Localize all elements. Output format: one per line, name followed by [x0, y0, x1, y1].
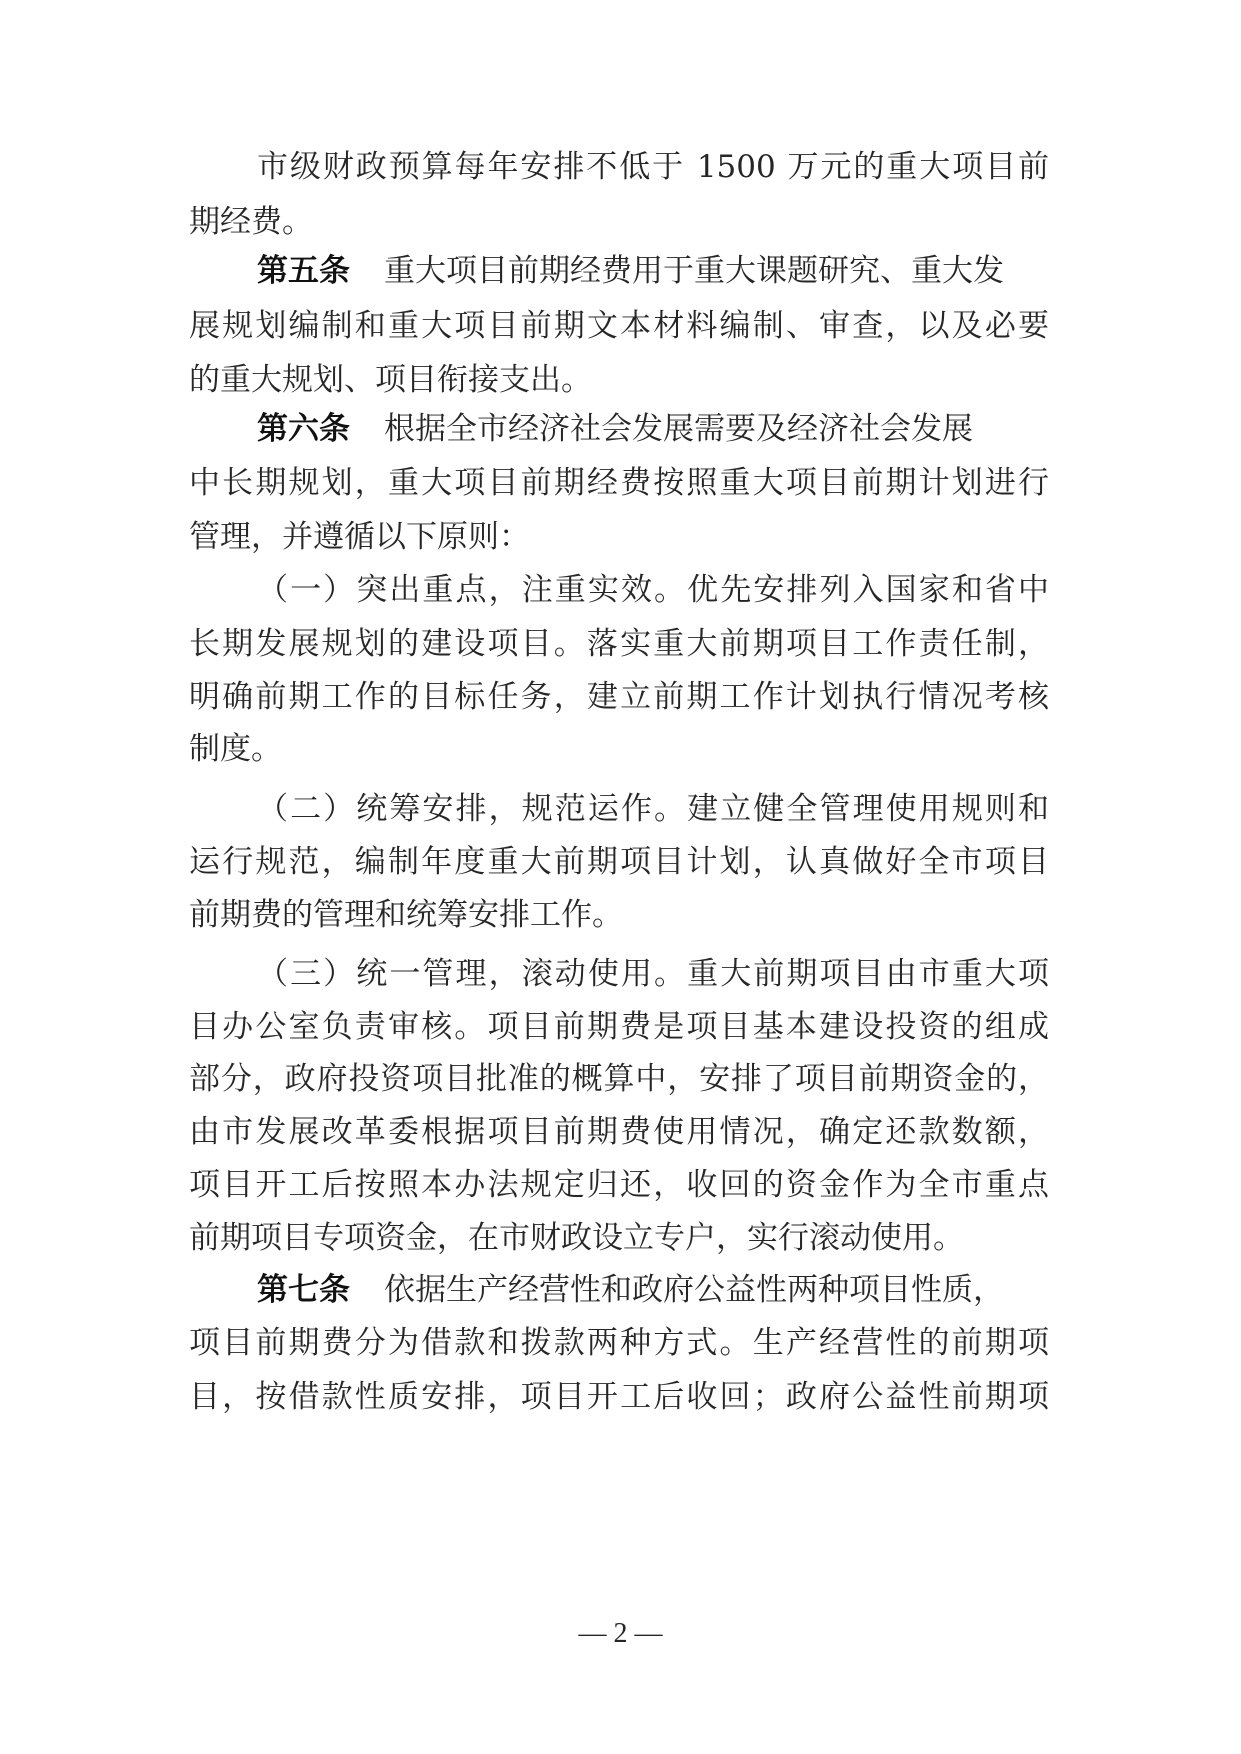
- paragraph-line: 项目开工后按照本办法规定归还，收回的资金作为全市重点: [189, 1167, 1049, 1203]
- article-6-first-line: [257, 399, 1049, 459]
- paragraph-line: 前期项目专项资金，在市财政设立专户，实行滚动使用。: [189, 1220, 964, 1256]
- paragraph-line: （三）统一管理，滚动使用。重大前期项目由市重大项: [257, 956, 1049, 992]
- paragraph-line: （二）统筹安排，规范运作。建立健全管理使用规则和: [257, 791, 1049, 827]
- paragraph-line: 运行规范，编制年度重大前期项目计划，认真做好全市项目: [189, 844, 1049, 880]
- paragraph-line: 目办公室负责审核。项目前期费是项目基本建设投资的组成: [189, 1009, 1049, 1045]
- paragraph-line: 期经费。: [189, 204, 313, 240]
- article-5-first-line: [257, 241, 1049, 301]
- paragraph-line: 市级财政预算每年安排不低于 1500 万元的重大项目前: [257, 149, 1049, 185]
- paragraph-line: 长期发展规划的建设项目。落实重大前期项目工作责任制，: [189, 626, 1049, 662]
- article-7-first-line: [257, 1260, 1049, 1320]
- paragraph-line: 由市发展改革委根据项目前期费使用情况，确定还款数额，: [189, 1114, 1049, 1150]
- article-text: 根据全市经济社会发展需要及经济社会发展: [384, 411, 973, 447]
- paragraph-line: 前期费的管理和统筹安排工作。: [189, 897, 623, 933]
- article-heading: 第五条: [257, 253, 350, 289]
- article-text: 依据生产经营性和政府公益性两种项目性质，: [384, 1272, 1004, 1308]
- paragraph-line: 的重大规划、项目衔接支出。: [189, 362, 592, 398]
- paragraph-line: 管理，并遵循以下原则：: [189, 519, 530, 555]
- paragraph-line: 中长期规划，重大项目前期经费按照重大项目前期计划进行: [189, 465, 1049, 501]
- article-text: 重大项目前期经费用于重大课题研究、重大发: [384, 253, 1004, 289]
- paragraph-line: 目，按借款性质安排，项目开工后收回；政府公益性前期项: [189, 1379, 1049, 1415]
- paragraph-line: 展规划编制和重大项目前期文本材料编制、审查，以及必要: [189, 308, 1049, 344]
- paragraph-line: 明确前期工作的目标任务，建立前期工作计划执行情况考核: [189, 679, 1049, 715]
- page-number: — 2 —: [578, 1618, 663, 1649]
- paragraph-line: 制度。: [189, 731, 282, 767]
- paragraph-line: （一）突出重点，注重实效。优先安排列入国家和省中: [257, 572, 1049, 608]
- paragraph-line: 部分，政府投资项目批准的概算中，安排了项目前期资金的，: [189, 1061, 1049, 1097]
- paragraph-line: 项目前期费分为借款和拨款两种方式。生产经营性的前期项: [189, 1325, 1049, 1361]
- article-heading: 第六条: [257, 411, 350, 447]
- article-heading: 第七条: [257, 1272, 350, 1308]
